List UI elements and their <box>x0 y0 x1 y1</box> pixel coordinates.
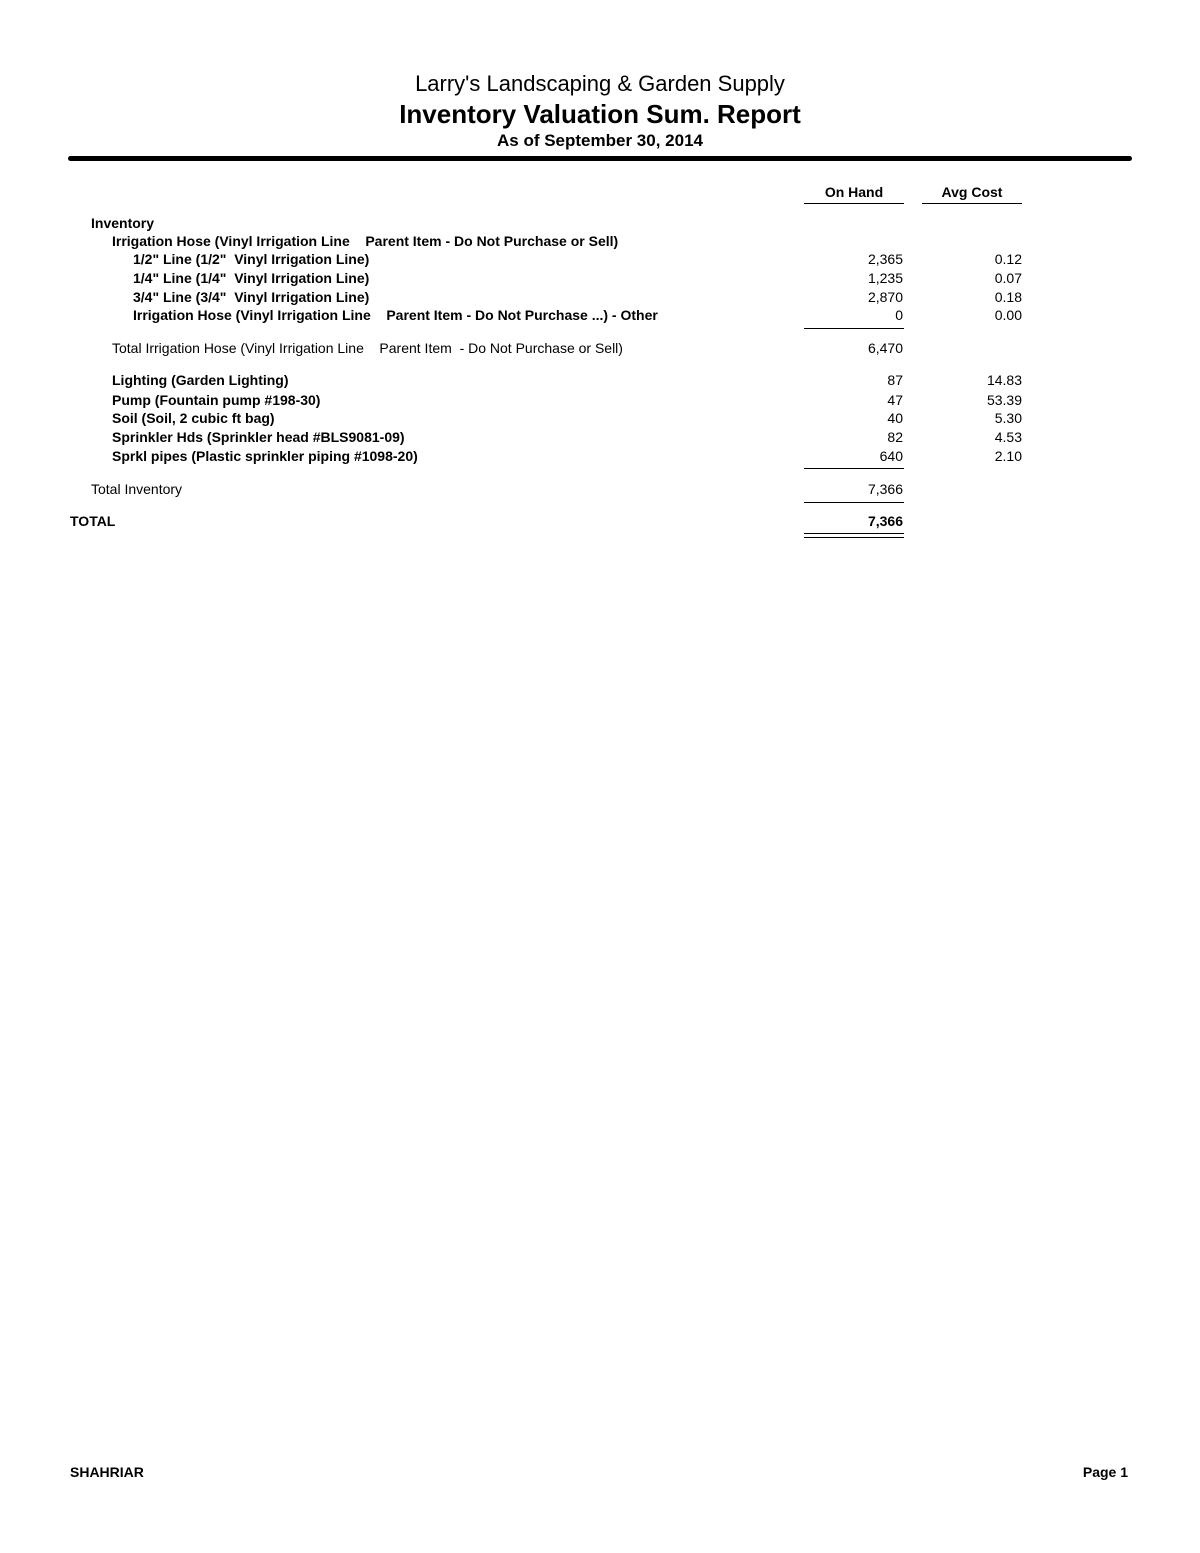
grand-total-row <box>0 512 1200 531</box>
row-label: Irrigation Hose (Vinyl Irrigation Line Parent Item - Do Not Purchase ...) - Other <box>133 307 658 323</box>
report-header <box>68 70 1132 152</box>
avg-cost-value: 0.12 <box>994 251 1022 267</box>
row-label: Lighting (Garden Lighting) <box>112 372 289 388</box>
table-row <box>0 306 1200 325</box>
column-header-avg-cost: Avg Cost <box>922 184 1022 204</box>
row-label: Sprkl pipes (Plastic sprinkler piping #1098-20) <box>112 448 418 464</box>
subtotal-row-inventory <box>0 480 1200 499</box>
subtotal-rule <box>804 328 904 329</box>
row-label: Total Inventory <box>91 481 183 497</box>
row-label: 1/2" Line (1/2" Vinyl Irrigation Line) <box>133 251 370 267</box>
row-label: Sprinkler Hds (Sprinkler head #BLS9081-09) <box>112 429 405 445</box>
table-row <box>0 391 1200 410</box>
subtotal-row-irrigation-hose <box>0 339 1200 358</box>
table-row <box>0 288 1200 307</box>
avg-cost-value: 4.53 <box>994 429 1022 445</box>
report-title: Inventory Valuation Sum. Report <box>399 99 801 129</box>
report-date: As of September 30, 2014 <box>497 131 703 150</box>
on-hand-value: 0 <box>895 307 903 323</box>
avg-cost-value: 2.10 <box>994 448 1022 464</box>
on-hand-value: 47 <box>887 392 903 408</box>
column-header-on-hand: On Hand <box>804 184 904 204</box>
table-row <box>0 409 1200 428</box>
avg-cost-value: 0.07 <box>994 270 1022 286</box>
grand-total-double-rule <box>804 533 904 538</box>
avg-cost-value: 0.00 <box>994 307 1022 323</box>
on-hand-value: 7,366 <box>867 513 903 529</box>
on-hand-value: 2,365 <box>867 251 903 267</box>
on-hand-value: 640 <box>879 448 903 464</box>
table-row <box>0 250 1200 269</box>
row-label: 1/4" Line (1/4" Vinyl Irrigation Line) <box>133 270 370 286</box>
avg-cost-value: 5.30 <box>994 410 1022 426</box>
row-label: 3/4" Line (3/4" Vinyl Irrigation Line) <box>133 289 370 305</box>
on-hand-value: 87 <box>887 372 903 388</box>
footer-user: SHAHRIAR <box>70 1464 144 1480</box>
on-hand-value: 40 <box>887 410 903 426</box>
on-hand-value: 1,235 <box>867 270 903 286</box>
row-label: Inventory <box>91 215 155 231</box>
avg-cost-value: 0.18 <box>994 289 1022 305</box>
row-label: Pump (Fountain pump #198-30) <box>112 392 321 408</box>
on-hand-value: 82 <box>887 429 903 445</box>
on-hand-value: 2,870 <box>867 289 903 305</box>
table-row <box>0 447 1200 466</box>
on-hand-value: 7,366 <box>867 481 903 497</box>
table-row <box>0 269 1200 288</box>
section-row-inventory <box>0 214 1200 233</box>
company-name: Larry's Landscaping & Garden Supply <box>415 71 785 96</box>
footer-page-number: Page 1 <box>1082 1464 1128 1480</box>
row-label: Soil (Soil, 2 cubic ft bag) <box>112 410 275 426</box>
row-label: TOTAL <box>70 513 116 529</box>
avg-cost-value: 14.83 <box>986 372 1022 388</box>
row-label: Irrigation Hose (Vinyl Irrigation Line Parent Item - Do Not Purchase or Sell) <box>112 233 619 249</box>
on-hand-value: 6,470 <box>867 340 903 356</box>
row-label: Total Irrigation Hose (Vinyl Irrigation Line Parent Item - Do Not Purchase or Sell) <box>112 340 623 356</box>
table-row <box>0 371 1200 390</box>
group-row-irrigation-hose <box>0 232 1200 251</box>
table-row <box>0 428 1200 447</box>
subtotal-rule <box>804 468 904 469</box>
header-rule <box>68 156 1132 161</box>
avg-cost-value: 53.39 <box>986 392 1022 408</box>
total-rule <box>804 502 904 503</box>
